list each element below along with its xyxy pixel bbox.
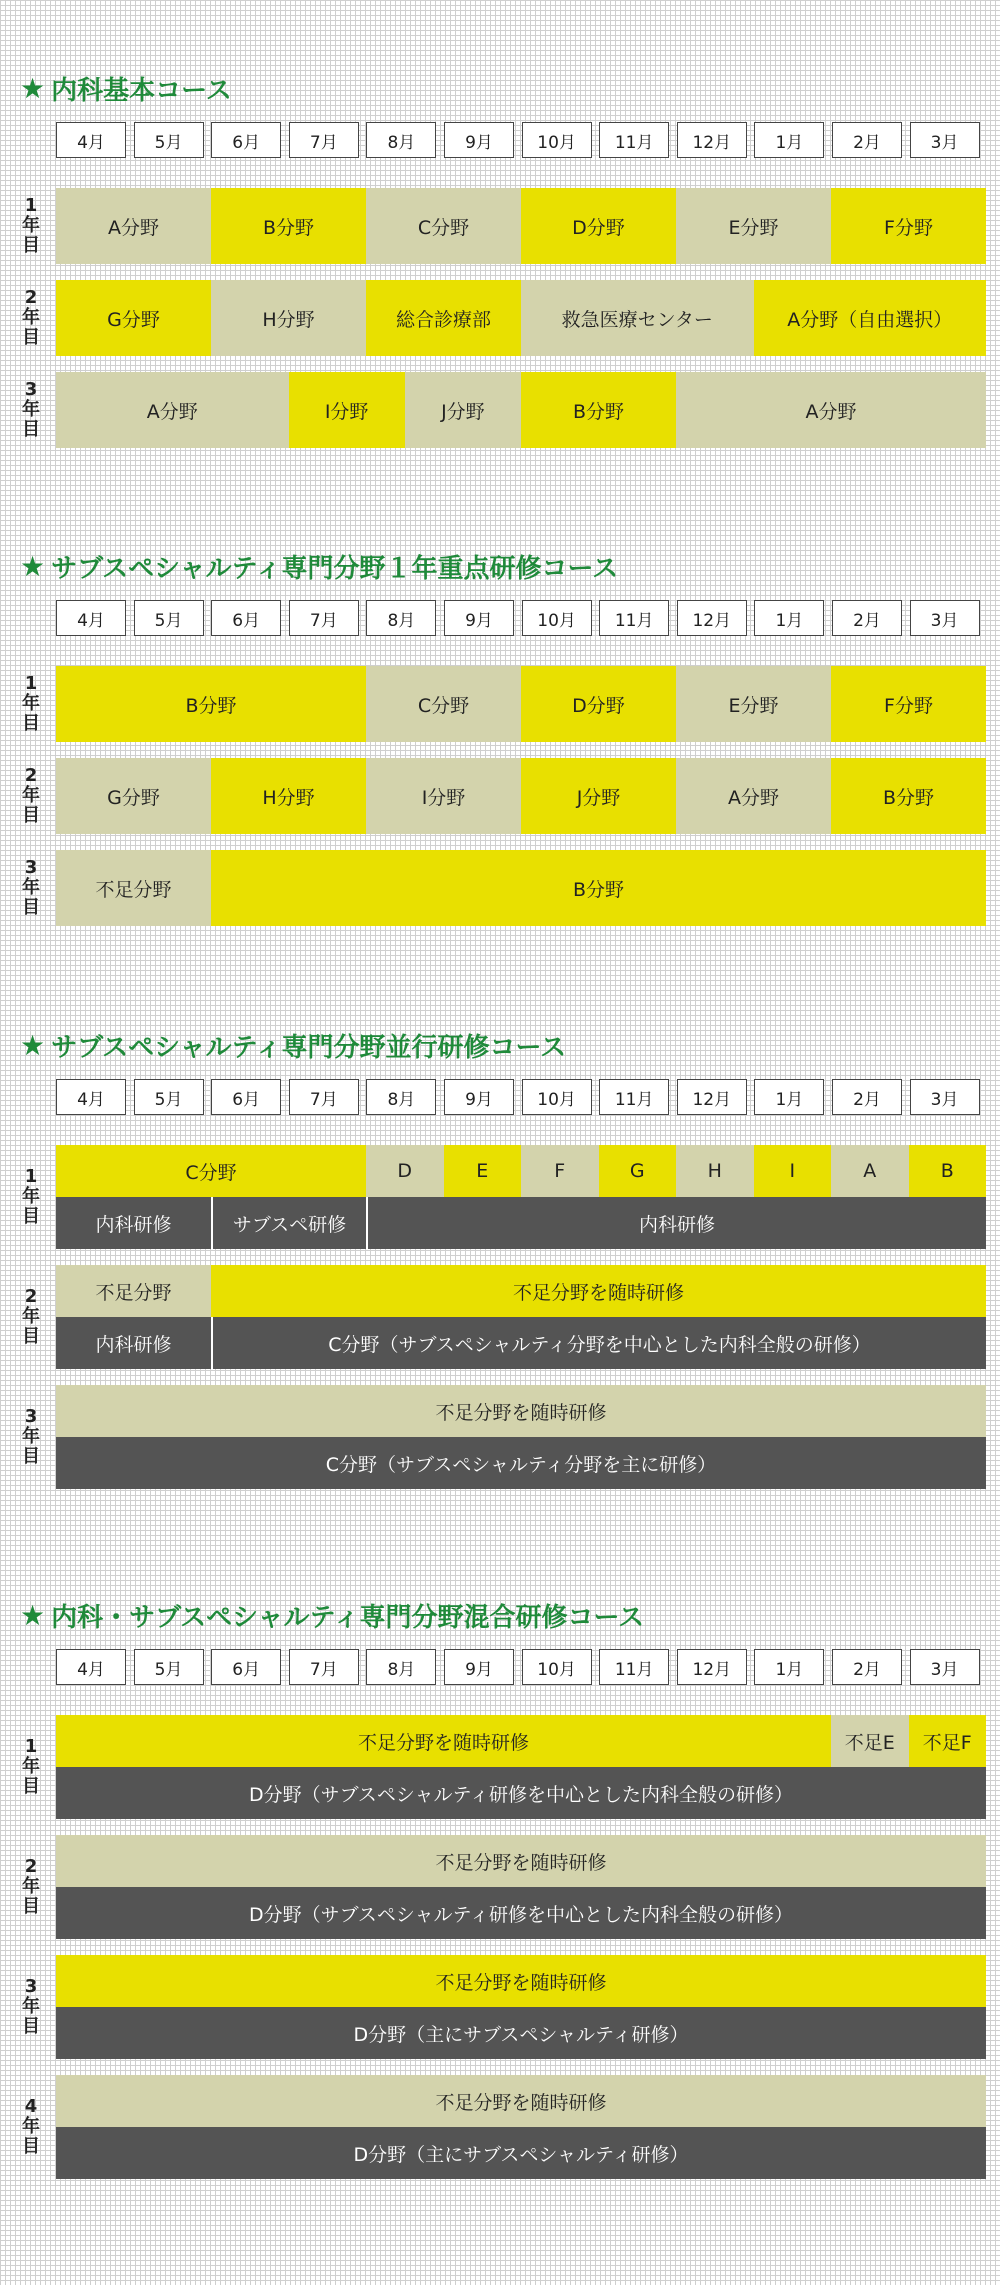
year-label-char: 年 — [22, 877, 40, 898]
rotation-cell: I — [754, 1145, 832, 1197]
course-title — [20, 70, 232, 106]
month-label: 1月 — [754, 1649, 824, 1685]
month-label: 10月 — [522, 600, 592, 636]
course-title-text: サブスペシャルティ専門分野並行研修コース — [51, 1032, 567, 1063]
month-label: 8月 — [366, 1649, 436, 1685]
schedule-row — [56, 372, 986, 448]
rotation-cell: 不足分野 — [56, 1265, 211, 1317]
rotation-cell: 総合診療部 — [366, 280, 521, 356]
year-label-char: 3 — [24, 379, 38, 400]
rotation-cell: D分野 — [521, 188, 676, 264]
month-label: 11月 — [599, 1649, 669, 1685]
year-label-char: 1 — [24, 1166, 38, 1187]
month-label: 1月 — [754, 600, 824, 636]
year-label-char: 目 — [22, 235, 40, 256]
rotation-cell: J分野 — [405, 372, 521, 448]
rotation-cell: 不足分野を随時研修 — [56, 2075, 986, 2127]
year-label-char: 1 — [24, 195, 38, 216]
month-label: 5月 — [134, 1649, 204, 1685]
rotation-cell: 不足分野 — [56, 850, 211, 926]
year-label-char: 4 — [24, 2096, 38, 2117]
month-label: 2月 — [832, 600, 902, 636]
year-label — [20, 666, 42, 742]
schedule-row — [56, 1385, 986, 1437]
year-label-char: 年 — [22, 1996, 40, 2017]
month-label: 11月 — [599, 1079, 669, 1115]
month-label: 7月 — [289, 1649, 359, 1685]
rotation-cell: 救急医療センター — [521, 280, 754, 356]
year-label — [20, 1265, 42, 1369]
rotation-cell: B分野 — [831, 758, 986, 834]
course-section — [0, 548, 1000, 1108]
rotation-cell: G — [599, 1145, 677, 1197]
schedule-row — [56, 1265, 986, 1317]
year-label-char: 目 — [22, 713, 40, 734]
month-label: 7月 — [289, 1079, 359, 1115]
schedule-row — [56, 1317, 986, 1369]
year-label-char: 目 — [22, 2136, 40, 2157]
month-header — [56, 600, 986, 636]
month-header — [56, 1649, 986, 1685]
year-label — [20, 1715, 42, 1819]
course-title-text: サブスペシャルティ専門分野１年重点研修コース — [51, 553, 619, 584]
rotation-cell: D分野 — [521, 666, 676, 742]
month-label: 4月 — [56, 1649, 126, 1685]
course-section — [0, 1597, 1000, 2166]
year-label-char: 2 — [24, 1286, 38, 1307]
year-label — [20, 372, 42, 448]
rotation-cell: C分野（サブスペシャルティ分野を中心とした内科全般の研修） — [211, 1317, 986, 1369]
year-label-char: 年 — [22, 785, 40, 806]
year-label — [20, 188, 42, 264]
month-label: 2月 — [832, 1079, 902, 1115]
year-label-char: 目 — [22, 1206, 40, 1227]
year-label — [20, 2075, 42, 2179]
rotation-cell: D分野（サブスペシャルティ研修を中心とした内科全般の研修） — [56, 1767, 986, 1819]
month-header — [56, 1079, 986, 1115]
year-label-char: 3 — [24, 1976, 38, 1997]
schedule-row — [56, 1767, 986, 1819]
star-icon: ★ — [20, 1028, 46, 1062]
month-label: 3月 — [910, 600, 980, 636]
rotation-cell: 内科研修 — [56, 1197, 211, 1249]
rotation-cell: A分野 — [56, 188, 211, 264]
year-label-char: 年 — [22, 215, 40, 236]
month-label: 6月 — [211, 600, 281, 636]
month-label: 11月 — [599, 122, 669, 158]
rotation-cell: G分野 — [56, 758, 211, 834]
rotation-cell: A分野 — [56, 372, 289, 448]
month-label: 8月 — [366, 1079, 436, 1115]
course-title — [20, 548, 618, 584]
schedule-row — [56, 280, 986, 356]
rotation-cell: B分野 — [56, 666, 366, 742]
month-label: 6月 — [211, 1649, 281, 1685]
schedule-row — [56, 2075, 986, 2127]
month-label: 9月 — [444, 1649, 514, 1685]
rotation-cell: C分野 — [56, 1145, 366, 1197]
year-label-char: 2 — [24, 1856, 38, 1877]
rotation-cell: H分野 — [211, 280, 366, 356]
schedule-row — [56, 1715, 986, 1767]
rotation-cell: I分野 — [289, 372, 405, 448]
star-icon: ★ — [20, 71, 46, 105]
rotation-cell: 不足E — [831, 1715, 909, 1767]
star-icon: ★ — [20, 1598, 46, 1632]
year-label-char: 1 — [24, 1736, 38, 1757]
year-label-char: 目 — [22, 1896, 40, 1917]
rotation-cell: 不足F — [909, 1715, 987, 1767]
year-label — [20, 1835, 42, 1939]
year-label-char: 年 — [22, 1876, 40, 1897]
year-label-char: 3 — [24, 857, 38, 878]
year-label-char: 目 — [22, 419, 40, 440]
rotation-cell: A分野 — [676, 758, 831, 834]
month-label: 12月 — [677, 1079, 747, 1115]
year-label — [20, 280, 42, 356]
course-section — [0, 70, 1000, 630]
rotation-cell: E分野 — [676, 666, 831, 742]
year-label — [20, 1955, 42, 2059]
year-label-char: 年 — [22, 2116, 40, 2137]
course-title — [20, 1027, 566, 1063]
year-label — [20, 758, 42, 834]
month-label: 1月 — [754, 122, 824, 158]
month-label: 6月 — [211, 122, 281, 158]
year-label-char: 年 — [22, 1186, 40, 1207]
rotation-cell: J分野 — [521, 758, 676, 834]
schedule-row — [56, 1437, 986, 1489]
month-label: 9月 — [444, 600, 514, 636]
course-section — [0, 1027, 1000, 1587]
rotation-cell: 不足分野を随時研修 — [56, 1715, 831, 1767]
month-label: 12月 — [677, 122, 747, 158]
course-title-text: 内科・サブスペシャルティ専門分野混合研修コース — [51, 1602, 645, 1633]
schedule-row — [56, 2127, 986, 2179]
schedule-row — [56, 666, 986, 742]
year-label-char: 1 — [24, 673, 38, 694]
year-label — [20, 1385, 42, 1489]
rotation-cell: B分野 — [521, 372, 676, 448]
schedule-row — [56, 1197, 986, 1249]
year-label-char: 目 — [22, 327, 40, 348]
rotation-cell: C分野 — [366, 666, 521, 742]
rotation-cell: D分野（主にサブスペシャルティ研修） — [56, 2007, 986, 2059]
month-label: 5月 — [134, 122, 204, 158]
rotation-cell: A分野（自由選択） — [754, 280, 987, 356]
month-label: 8月 — [366, 600, 436, 636]
year-label-char: 目 — [22, 897, 40, 918]
rotation-cell: B分野 — [211, 188, 366, 264]
month-label: 7月 — [289, 122, 359, 158]
rotation-cell: 不足分野を随時研修 — [211, 1265, 986, 1317]
rotation-cell: 不足分野を随時研修 — [56, 1955, 986, 2007]
month-label: 1月 — [754, 1079, 824, 1115]
rotation-cell: 内科研修 — [56, 1317, 211, 1369]
schedule-row — [56, 1955, 986, 2007]
rotation-cell: D分野（主にサブスペシャルティ研修） — [56, 2127, 986, 2179]
month-label: 10月 — [522, 1079, 592, 1115]
rotation-cell: F分野 — [831, 188, 986, 264]
year-label-char: 2 — [24, 765, 38, 786]
month-label: 11月 — [599, 600, 669, 636]
rotation-cell: B — [909, 1145, 987, 1197]
rotation-cell: C分野（サブスペシャルティ分野を主に研修） — [56, 1437, 986, 1489]
year-label-char: 2 — [24, 287, 38, 308]
rotation-cell: B分野 — [211, 850, 986, 926]
course-title-text: 内科基本コース — [51, 75, 232, 106]
schedule-row — [56, 188, 986, 264]
month-label: 5月 — [134, 1079, 204, 1115]
year-label-char: 目 — [22, 1776, 40, 1797]
rotation-cell: H — [676, 1145, 754, 1197]
rotation-cell: サブスペ研修 — [211, 1197, 366, 1249]
month-label: 3月 — [910, 1079, 980, 1115]
rotation-cell: D — [366, 1145, 444, 1197]
course-title — [20, 1597, 644, 1633]
rotation-cell: 不足分野を随時研修 — [56, 1385, 986, 1437]
month-label: 3月 — [910, 122, 980, 158]
month-header — [56, 122, 986, 158]
year-label-char: 年 — [22, 1426, 40, 1447]
year-label-char: 目 — [22, 1446, 40, 1467]
rotation-cell: E分野 — [676, 188, 831, 264]
month-label: 3月 — [910, 1649, 980, 1685]
year-label-char: 目 — [22, 805, 40, 826]
rotation-cell: A分野 — [676, 372, 986, 448]
month-label: 8月 — [366, 122, 436, 158]
rotation-cell: 不足分野を随時研修 — [56, 1835, 986, 1887]
month-label: 2月 — [832, 122, 902, 158]
year-label-char: 年 — [22, 307, 40, 328]
year-label-char: 目 — [22, 2016, 40, 2037]
rotation-cell: I分野 — [366, 758, 521, 834]
month-label: 7月 — [289, 600, 359, 636]
month-label: 4月 — [56, 122, 126, 158]
rotation-cell: G分野 — [56, 280, 211, 356]
schedule-row — [56, 1835, 986, 1887]
year-label-char: 年 — [22, 1756, 40, 1777]
schedule-row — [56, 2007, 986, 2059]
rotation-cell: E — [444, 1145, 522, 1197]
month-label: 9月 — [444, 122, 514, 158]
year-label — [20, 850, 42, 926]
year-label — [20, 1145, 42, 1249]
year-label-char: 目 — [22, 1326, 40, 1347]
schedule-row — [56, 850, 986, 926]
month-label: 10月 — [522, 122, 592, 158]
year-label-char: 3 — [24, 1406, 38, 1427]
rotation-cell: 内科研修 — [366, 1197, 986, 1249]
schedule-row — [56, 1145, 986, 1197]
month-label: 9月 — [444, 1079, 514, 1115]
year-label-char: 年 — [22, 399, 40, 420]
rotation-cell: F分野 — [831, 666, 986, 742]
rotation-cell: D分野（サブスペシャルティ研修を中心とした内科全般の研修） — [56, 1887, 986, 1939]
schedule-row — [56, 758, 986, 834]
rotation-cell: F — [521, 1145, 599, 1197]
month-label: 2月 — [832, 1649, 902, 1685]
month-label: 10月 — [522, 1649, 592, 1685]
rotation-cell: A — [831, 1145, 909, 1197]
month-label: 12月 — [677, 1649, 747, 1685]
month-label: 4月 — [56, 1079, 126, 1115]
rotation-cell: H分野 — [211, 758, 366, 834]
year-label-char: 年 — [22, 1306, 40, 1327]
month-label: 4月 — [56, 600, 126, 636]
rotation-cell: C分野 — [366, 188, 521, 264]
month-label: 6月 — [211, 1079, 281, 1115]
month-label: 12月 — [677, 600, 747, 636]
star-icon: ★ — [20, 549, 46, 583]
month-label: 5月 — [134, 600, 204, 636]
year-label-char: 年 — [22, 693, 40, 714]
schedule-row — [56, 1887, 986, 1939]
